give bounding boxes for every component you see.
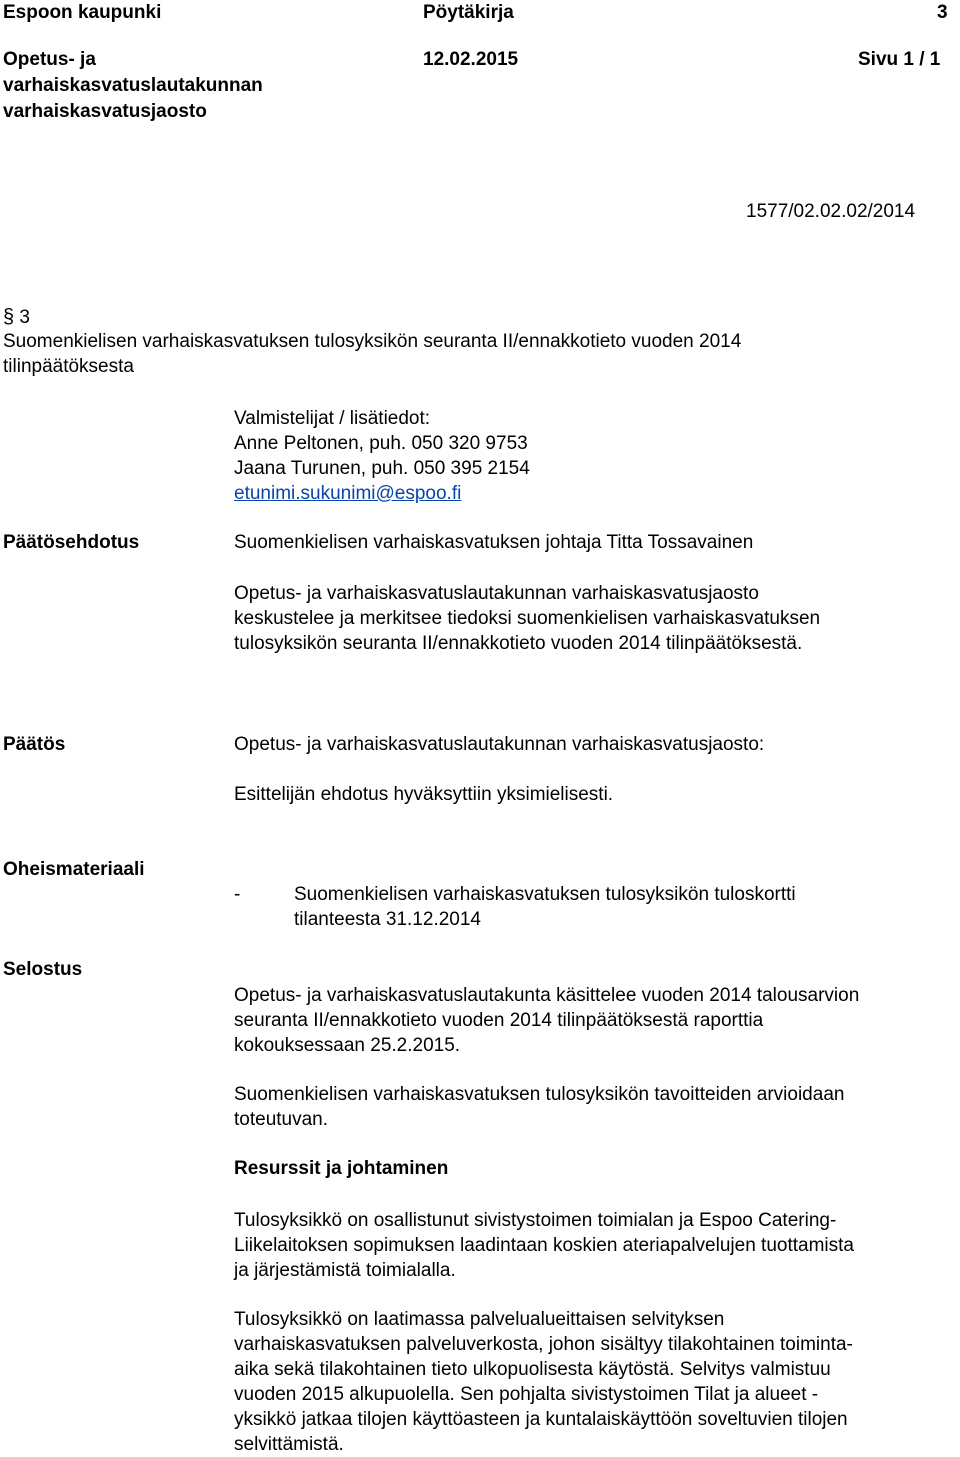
decision-label: Päätös — [3, 734, 66, 755]
paragraph-line: Suomenkielisen varhaiskasvatuksen tulosyksikön tavoitteiden arvioidaan — [234, 1084, 845, 1105]
paragraph-line: Tulosyksikkö on osallistunut sivistystoimen toimialan ja Espoo Catering- — [234, 1210, 837, 1231]
attachment-item — [294, 882, 796, 932]
committee-line-1: Opetus- ja — [3, 49, 96, 70]
proposer: Suomenkielisen varhaiskasvatuksen johtaja Titta Tossavainen — [234, 532, 754, 553]
preparer-2: Jaana Turunen, puh. 050 395 2154 — [234, 458, 530, 479]
decision-text: Esittelijän ehdotus hyväksyttiin yksimielisesti. — [234, 784, 614, 805]
item-title-line-2: tilinpäätöksesta — [3, 356, 134, 377]
paragraph-line: kokouksessaan 25.2.2015. — [234, 1035, 461, 1056]
paragraph-line: Tulosyksikkö on laatimassa palvelualueittaisen selvityksen — [234, 1309, 725, 1330]
proposal-line: Opetus- ja varhaiskasvatuslautakunnan varhaiskasvatusjaosto — [234, 583, 759, 604]
proposal-line: tulosyksikön seuranta II/ennakkotieto vuoden 2014 tilinpäätöksestä. — [234, 633, 803, 654]
decision-body: Opetus- ja varhaiskasvatuslautakunnan varhaiskasvatusjaosto: — [234, 734, 765, 755]
attachment-bullet: - — [234, 884, 241, 905]
paragraph-line: yksikkö jatkaa tilojen käyttöasteen ja kuntalaiskäyttöön soveltuvien tilojen — [234, 1409, 848, 1430]
explanation-paragraph-2 — [234, 1082, 844, 1132]
paragraph-line: seuranta II/ennakkotieto vuoden 2014 tilinpäätöksestä raporttia — [234, 1010, 764, 1031]
section-symbol: § — [3, 306, 15, 328]
attachments-label: Oheismateriaali — [3, 859, 145, 880]
paragraph-line: vuoden 2015 alkupuolella. Sen pohjalta sivistystoimen Tilat ja alueet - — [234, 1384, 819, 1405]
document-type: Pöytäkirja — [423, 2, 514, 23]
attachment-line: tilanteesta 31.12.2014 — [294, 909, 481, 930]
paragraph-line: selvittämistä. — [234, 1434, 344, 1455]
committee-line-3: varhaiskasvatusjaosto — [3, 101, 207, 122]
section-heading — [3, 305, 30, 330]
attachment-line: Suomenkielisen varhaiskasvatuksen tulosyksikön tuloskortti — [294, 884, 796, 905]
explanation-paragraph-1 — [234, 983, 859, 1058]
reference-number: 1577/02.02.02/2014 — [746, 201, 916, 222]
section-number: 3 — [19, 307, 30, 328]
paragraph-line: toteutuvan. — [234, 1109, 329, 1130]
page-number: Sivu 1 / 1 — [858, 49, 941, 70]
email-link[interactable]: etunimi.sukunimi@espoo.fi — [234, 483, 462, 504]
committee-line-2: varhaiskasvatuslautakunnan — [3, 75, 263, 96]
explanation-paragraph-4 — [234, 1307, 853, 1457]
preparers-block — [234, 406, 530, 506]
explanation-label: Selostus — [3, 959, 83, 980]
explanation-paragraph-3 — [234, 1208, 854, 1283]
meeting-date: 12.02.2015 — [423, 49, 519, 70]
proposal-line: keskustelee ja merkitsee tiedoksi suomenkielisen varhaiskasvatuksen — [234, 608, 821, 629]
organization-name: Espoon kaupunki — [3, 2, 162, 23]
preparers-heading: Valmistelijat / lisätiedot: — [234, 408, 431, 429]
paragraph-line: varhaiskasvatuksen palveluverkosta, johon sisältyy tilakohtainen toiminta- — [234, 1334, 853, 1355]
preparer-1: Anne Peltonen, puh. 050 320 9753 — [234, 433, 528, 454]
header-item-number: 3 — [937, 2, 948, 23]
proposal-text — [234, 581, 820, 656]
paragraph-line: aika sekä tilakohtainen tieto ulkopuolisesta käytöstä. Selvitys valmistuu — [234, 1359, 831, 1380]
paragraph-line: Liikelaitoksen sopimuksen laadintaan koskien ateriapalvelujen tuottamista — [234, 1235, 854, 1256]
paragraph-line: ja järjestämistä toimialalla. — [234, 1260, 456, 1281]
proposal-label: Päätösehdotus — [3, 532, 140, 553]
item-title-line-1: Suomenkielisen varhaiskasvatuksen tulosyksikön seuranta II/ennakkotieto vuoden 2014 — [3, 331, 742, 352]
paragraph-line: Opetus- ja varhaiskasvatuslautakunta käsittelee vuoden 2014 talousarvion — [234, 985, 860, 1006]
subheading-resources: Resurssit ja johtaminen — [234, 1158, 449, 1179]
